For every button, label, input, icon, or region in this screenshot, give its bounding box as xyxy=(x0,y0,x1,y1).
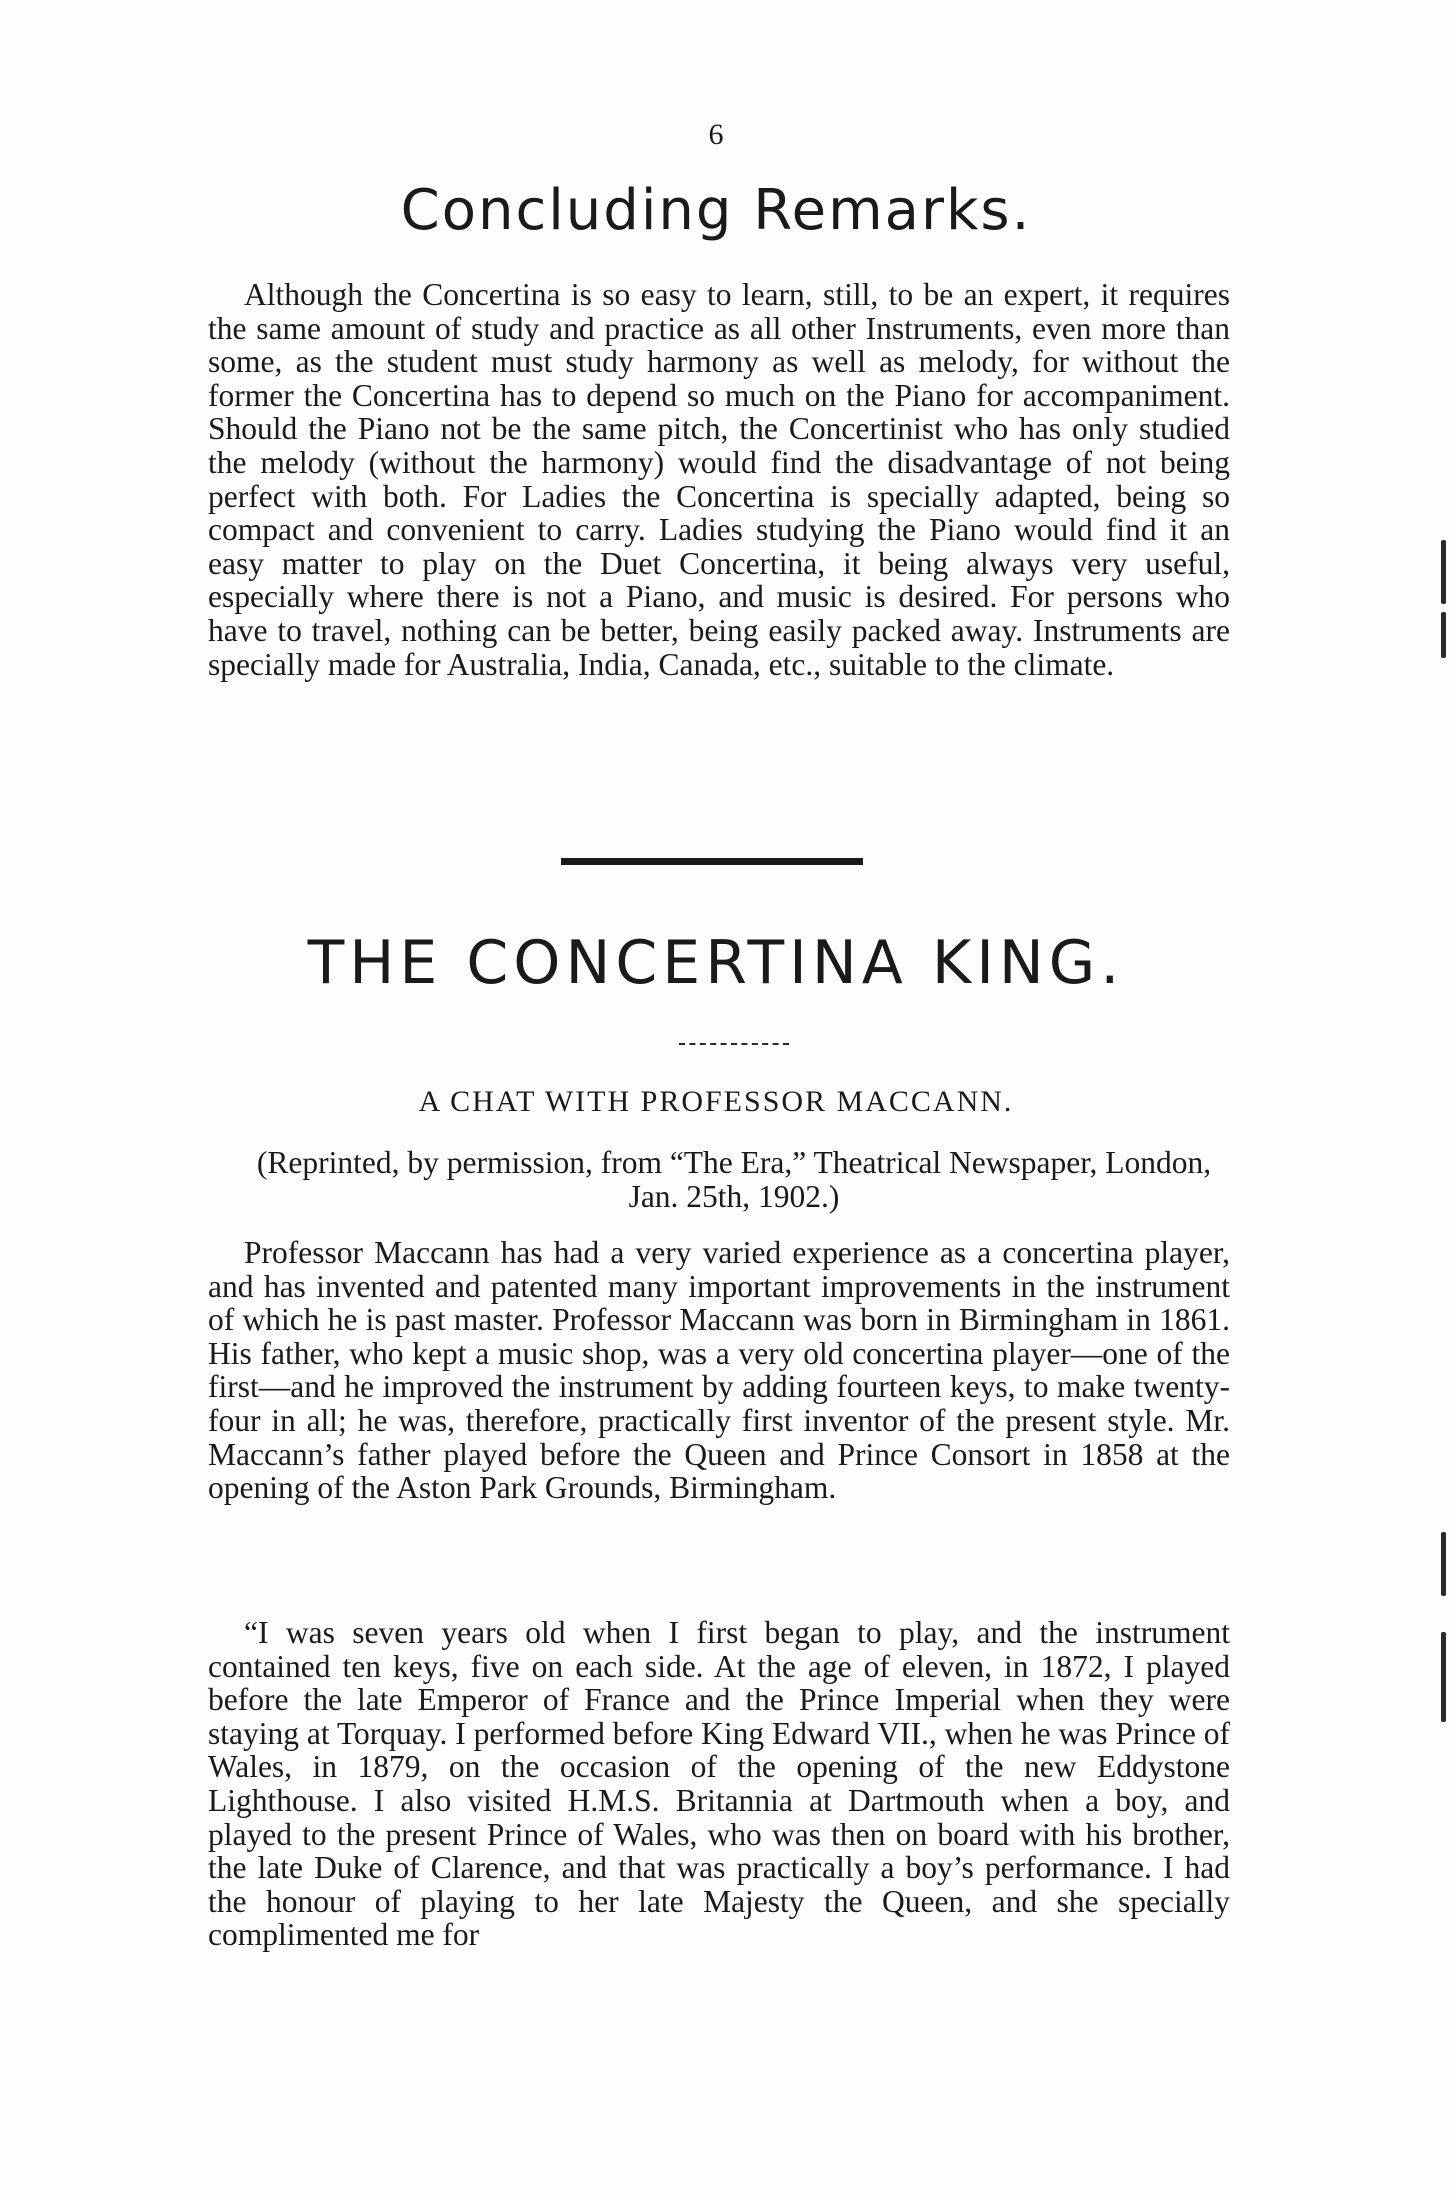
binding-edge-marks xyxy=(1420,0,1450,2200)
binding-mark xyxy=(1441,1532,1446,1596)
page-number: 6 xyxy=(708,118,724,151)
article-subtitle: A CHAT WITH PROFESSOR MACCANN. xyxy=(418,1085,1014,1118)
section-divider xyxy=(561,858,863,865)
article-paragraph: “I was seven years old when I first began to play, and the instrument contained ten keys, five on each side. At the age of eleven, in 1872, I played before the late Emperor of France and the Prince Imperial when they were staying at Torquay. I performed before King Edward VII., when he was Prince of Wales, in 1879, on the occasion of the opening of the new Eddystone Lighthouse. I also visited H.M.S. Britannia at Dartmouth when a boy, and played to the present Prince of Wales, who was then on board with his brother, the late Duke of Clarence, and that was practically a boy’s performance. I had the honour of playing to her late Majesty the Queen, and she specially complimented me for xyxy=(208,1615,1230,1953)
reprint-note: (Reprinted, by permission, from “The Era,” Theatrical Newspaper, London, Jan. 25th, 1902.) xyxy=(256,1145,1212,1214)
concluding-remarks-paragraph: Although the Concertina is so easy to learn, still, to be an expert, it requires the same amount of study and practice as all other Instruments, even more than some, as the student must study harmony as well as melody, for without the former the Concertina has to depend so much on the Piano for accompaniment. Should the Piano not be the same pitch, the Concertinist who has only studied the melody (without the harmony) would find the disadvantage of not being perfect with both. For Ladies the Concertina is specially adapted, being so compact and convenient to carry. Ladies studying the Piano would find it an easy matter to play on the Duet Concertina, it being always very useful, especially where there is not a Piano, and music is desired. For persons who have to travel, nothing can be better, being easily packed away. Instruments are specially made for Australia, India, Canada, etc., suitable to the climate. xyxy=(208,277,1230,682)
section-title-concertina-king: THE CONCERTINA KING. xyxy=(307,928,1125,998)
binding-mark xyxy=(1441,612,1446,658)
binding-mark xyxy=(1441,1632,1446,1722)
ornamental-dash-divider xyxy=(679,1043,789,1045)
binding-mark xyxy=(1441,540,1446,604)
article-paragraph: Professor Maccann has had a very varied experience as a concertina player, and has invented and patented many important improvements in the instrument of which he is past master. Professor Maccann was born in Birmingham in 1861. His father, who kept a music shop, was a very old concertina player—one of the first—and he improved the instrument by adding fourteen keys, to make twenty-four in all; he was, therefore, practically first inventor of the present style. Mr. Maccann’s father played before the Queen and Prince Consort in 1858 at the opening of the Aston Park Grounds, Birmingham. xyxy=(208,1235,1230,1506)
section-title-concluding-remarks: Concluding Remarks. xyxy=(400,178,1032,243)
